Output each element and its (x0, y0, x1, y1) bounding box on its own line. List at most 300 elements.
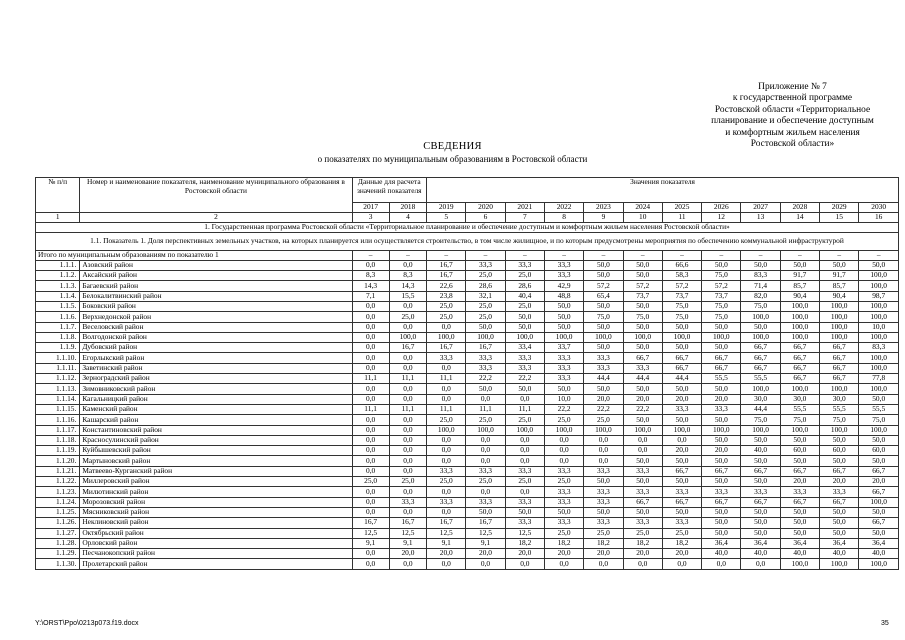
value-cell: 25,0 (427, 301, 466, 311)
value-cell: 33,3 (466, 353, 505, 363)
value-cell: 11,1 (466, 404, 505, 414)
value-cell: 50,0 (623, 507, 662, 517)
value-cell: 0,0 (427, 507, 466, 517)
value-cell: 16,7 (466, 518, 505, 528)
year-cell: 2026 (702, 203, 741, 213)
value-cell: 73,7 (662, 291, 701, 301)
value-cell: 50,0 (662, 507, 701, 517)
value-cell: 22,2 (466, 374, 505, 384)
row-number: 1.1.13. (36, 384, 80, 394)
value-cell: 50,0 (741, 322, 780, 332)
table-row (36, 343, 899, 353)
value-cell: 50,0 (859, 260, 899, 270)
row-number: 1.1.26. (36, 518, 80, 528)
value-cell: 20,0 (702, 446, 741, 456)
value-cell: 20,0 (544, 549, 583, 559)
row-number: 1.1.19. (36, 446, 80, 456)
value-cell: 100,0 (780, 312, 819, 322)
value-cell: 66,7 (623, 497, 662, 507)
row-district-name: Волгодонской район (80, 332, 352, 342)
column-number-cell: 10 (623, 213, 662, 223)
value-cell: 66,7 (741, 353, 780, 363)
value-cell: 28,6 (505, 281, 544, 291)
value-cell: 50,0 (544, 384, 583, 394)
value-cell: 75,0 (859, 415, 899, 425)
row-district-name: Заветинский район (80, 363, 352, 373)
value-cell: 40,0 (859, 549, 899, 559)
value-cell: 73,7 (623, 291, 662, 301)
value-cell: 30,0 (820, 394, 859, 404)
value-cell: 66,7 (820, 353, 859, 363)
table-row (36, 549, 899, 559)
value-cell: 60,0 (780, 446, 819, 456)
table-row (36, 497, 899, 507)
value-cell: 33,3 (427, 466, 466, 476)
table-row (36, 332, 899, 342)
value-cell: 25,0 (389, 312, 426, 322)
value-cell: 33,3 (505, 363, 544, 373)
value-cell: 98,7 (859, 291, 899, 301)
column-number-cell: 11 (662, 213, 701, 223)
value-cell: 0,0 (352, 322, 389, 332)
row-district-name: Константиновский район (80, 425, 352, 435)
value-cell: 0,0 (389, 446, 426, 456)
value-cell: 0,0 (352, 549, 389, 559)
value-cell: 50,0 (623, 384, 662, 394)
value-cell: 0,0 (389, 559, 426, 569)
value-cell: 40,0 (741, 549, 780, 559)
row-district-name: Белокалитвинский район (80, 291, 352, 301)
value-cell: 77,8 (859, 374, 899, 384)
table-row (36, 312, 899, 322)
value-cell: 25,0 (427, 477, 466, 487)
value-cell: 0,0 (584, 456, 623, 466)
value-cell: 25,0 (584, 415, 623, 425)
value-cell: 0,0 (662, 559, 701, 569)
value-cell: 100,0 (702, 332, 741, 342)
row-number: 1.1.2. (36, 271, 80, 281)
value-cell: 57,2 (662, 281, 701, 291)
value-cell: 100,0 (780, 322, 819, 332)
value-cell: 66,7 (859, 466, 899, 476)
row-number: 1.1.29. (36, 549, 80, 559)
value-cell: 50,0 (780, 528, 819, 538)
column-number-cell: 2 (80, 213, 352, 223)
value-cell: 33,3 (702, 487, 741, 497)
column-number-cell: 15 (820, 213, 859, 223)
value-cell: 33,3 (505, 353, 544, 363)
value-cell: 33,3 (427, 497, 466, 507)
value-cell: 10,0 (544, 394, 583, 404)
value-cell: 11,1 (427, 374, 466, 384)
value-cell: 100,0 (741, 332, 780, 342)
total-value-cell: – (623, 251, 662, 261)
value-cell: 25,0 (466, 415, 505, 425)
value-cell: 50,0 (544, 322, 583, 332)
value-cell: 75,0 (702, 301, 741, 311)
row-number: 1.1.9. (36, 343, 80, 353)
value-cell: 33,3 (820, 487, 859, 497)
value-cell: 50,0 (741, 435, 780, 445)
value-cell: 50,0 (584, 322, 623, 332)
value-cell: 50,0 (741, 260, 780, 270)
value-cell: 100,0 (820, 332, 859, 342)
value-cell: 0,0 (352, 415, 389, 425)
value-cell: 33,3 (623, 518, 662, 528)
year-cell: 2022 (544, 203, 583, 213)
value-cell: 66,7 (741, 466, 780, 476)
value-cell: 18,2 (544, 538, 583, 548)
row-number: 1.1.1. (36, 260, 80, 270)
value-cell: 50,0 (780, 507, 819, 517)
value-cell: 0,0 (389, 301, 426, 311)
indicators-table (35, 177, 899, 570)
value-cell: 12,5 (466, 528, 505, 538)
value-cell: 0,0 (389, 363, 426, 373)
value-cell: 20,0 (780, 477, 819, 487)
value-cell: 100,0 (780, 559, 819, 569)
value-cell: 0,0 (427, 559, 466, 569)
value-cell: 0,0 (352, 312, 389, 322)
value-cell: 15,5 (389, 291, 426, 301)
value-cell: 100,0 (741, 425, 780, 435)
value-cell: 9,1 (427, 538, 466, 548)
value-cell: 0,0 (389, 487, 426, 497)
value-cell: 33,3 (427, 353, 466, 363)
table-row (36, 404, 899, 414)
total-label: Итого по муниципальным образованиям по показателю 1 (36, 251, 353, 261)
row-district-name: Морозовский район (80, 497, 352, 507)
value-cell: 0,0 (389, 435, 426, 445)
row-number: 1.1.5. (36, 301, 80, 311)
value-cell: 50,0 (623, 343, 662, 353)
value-cell: 75,0 (780, 415, 819, 425)
value-cell: 33,3 (662, 487, 701, 497)
value-cell: 50,0 (466, 322, 505, 332)
value-cell: 66,7 (820, 466, 859, 476)
value-cell: 0,0 (389, 384, 426, 394)
row-district-name: Орловский район (80, 538, 352, 548)
value-cell: 50,0 (859, 394, 899, 404)
row-number: 1.1.3. (36, 281, 80, 291)
row-number: 1.1.11. (36, 363, 80, 373)
row-number: 1.1.20. (36, 456, 80, 466)
value-cell: 66,7 (662, 497, 701, 507)
appendix-line: Приложение № 7 (758, 82, 827, 92)
year-cell: 2027 (741, 203, 780, 213)
year-cell: 2023 (584, 203, 623, 213)
column-number-cell: 5 (427, 213, 466, 223)
value-cell: 66,7 (662, 363, 701, 373)
table-row (36, 394, 899, 404)
row-number: 1.1.18. (36, 435, 80, 445)
value-cell: 36,4 (741, 538, 780, 548)
value-cell: 25,0 (466, 477, 505, 487)
table-row (36, 466, 899, 476)
value-cell: 100,0 (662, 425, 701, 435)
value-cell: 33,3 (623, 487, 662, 497)
value-cell: 8,3 (352, 271, 389, 281)
value-cell: 48,8 (544, 291, 583, 301)
value-cell: 0,0 (427, 456, 466, 466)
value-cell: 0,0 (505, 456, 544, 466)
value-cell: 100,0 (859, 301, 899, 311)
value-cell: 50,0 (702, 415, 741, 425)
value-cell: 20,0 (859, 477, 899, 487)
value-cell: 0,0 (544, 456, 583, 466)
value-cell: 66,7 (780, 466, 819, 476)
value-cell: 66,7 (702, 363, 741, 373)
value-cell: 42,9 (544, 281, 583, 291)
value-cell: 82,0 (741, 291, 780, 301)
total-value-cell: – (780, 251, 819, 261)
value-cell: 25,0 (466, 271, 505, 281)
value-cell: 16,7 (466, 343, 505, 353)
value-cell: 100,0 (820, 322, 859, 332)
column-number-cell: 6 (466, 213, 505, 223)
total-value-cell: – (466, 251, 505, 261)
page-number: 35 (881, 620, 889, 627)
value-cell: 20,0 (584, 394, 623, 404)
table-row (36, 435, 899, 445)
value-cell: 50,0 (505, 312, 544, 322)
value-cell: 50,0 (702, 477, 741, 487)
value-cell: 66,7 (780, 363, 819, 373)
value-cell: 66,7 (820, 343, 859, 353)
value-cell: 11,1 (352, 404, 389, 414)
value-cell: 0,0 (427, 384, 466, 394)
value-cell: 16,7 (352, 518, 389, 528)
value-cell: 50,0 (702, 518, 741, 528)
document-subtitle: о показателях по муниципальным образованиям в Ростовской области (317, 154, 588, 164)
value-cell: 36,4 (820, 538, 859, 548)
value-cell: 20,0 (623, 394, 662, 404)
value-cell: 33,3 (623, 363, 662, 373)
value-cell: 100,0 (859, 559, 899, 569)
row-district-name: Куйбышевский район (80, 446, 352, 456)
value-cell: 50,0 (820, 507, 859, 517)
value-cell: 9,1 (466, 538, 505, 548)
value-cell: 18,2 (584, 538, 623, 548)
value-cell: 100,0 (741, 312, 780, 322)
value-cell: 50,0 (662, 343, 701, 353)
value-cell: 100,0 (859, 312, 899, 322)
value-cell: 50,0 (741, 518, 780, 528)
value-cell: 36,4 (859, 538, 899, 548)
row-number: 1.1.16. (36, 415, 80, 425)
total-value-cell: – (352, 251, 389, 261)
value-cell: 0,0 (427, 322, 466, 332)
file-path: Y:\ORST\Ppo\0213p073.f19.docx (35, 620, 139, 627)
value-cell: 75,0 (662, 301, 701, 311)
value-cell: 20,0 (662, 549, 701, 559)
value-cell: 50,0 (820, 518, 859, 528)
appendix-line: и комфортным жильем населения (725, 127, 860, 138)
value-cell: 33,3 (662, 404, 701, 414)
value-cell: 100,0 (427, 425, 466, 435)
value-cell: 0,0 (623, 435, 662, 445)
value-cell: 33,3 (544, 497, 583, 507)
value-cell: 20,0 (584, 549, 623, 559)
value-cell: 40,0 (741, 446, 780, 456)
value-cell: 50,0 (544, 507, 583, 517)
value-cell: 12,5 (352, 528, 389, 538)
value-cell: 0,0 (505, 487, 544, 497)
row-number: 1.1.14. (36, 394, 80, 404)
value-cell: 33,3 (466, 466, 505, 476)
row-number: 1.1.12. (36, 374, 80, 384)
value-cell: 50,0 (662, 456, 701, 466)
value-cell: 25,0 (466, 301, 505, 311)
value-cell: 33,3 (702, 404, 741, 414)
value-cell: 100,0 (820, 425, 859, 435)
value-cell: 50,0 (780, 260, 819, 270)
value-cell: 50,0 (859, 456, 899, 466)
value-cell: 33,3 (623, 466, 662, 476)
value-cell: 100,0 (820, 559, 859, 569)
value-cell: 28,6 (466, 281, 505, 291)
appendix-line: к государственной программе (732, 93, 853, 104)
value-cell: 0,0 (466, 456, 505, 466)
value-cell: 0,0 (352, 301, 389, 311)
value-cell: 33,3 (544, 374, 583, 384)
value-cell: 50,0 (820, 435, 859, 445)
value-cell: 50,0 (820, 260, 859, 270)
value-cell: 50,0 (544, 301, 583, 311)
value-cell: 0,0 (544, 559, 583, 569)
header-base: Данные для расчета значений показателя (352, 178, 427, 203)
value-cell: 0,0 (466, 394, 505, 404)
value-cell: 0,0 (584, 559, 623, 569)
value-cell: 25,0 (352, 477, 389, 487)
value-cell: 25,0 (427, 312, 466, 322)
value-cell: 16,7 (427, 271, 466, 281)
value-cell: 0,0 (352, 343, 389, 353)
value-cell: 33,3 (584, 466, 623, 476)
value-cell: 0,0 (352, 497, 389, 507)
value-cell: 33,3 (505, 497, 544, 507)
table-row (36, 374, 899, 384)
value-cell: 91,7 (780, 271, 819, 281)
table-row (36, 456, 899, 466)
value-cell: 0,0 (505, 559, 544, 569)
year-cell: 2030 (859, 203, 899, 213)
value-cell: 75,0 (820, 415, 859, 425)
value-cell: 0,0 (352, 466, 389, 476)
value-cell: 0,0 (702, 559, 741, 569)
total-value-cell: – (389, 251, 426, 261)
value-cell: 33,3 (584, 518, 623, 528)
value-cell: 33,3 (584, 497, 623, 507)
value-cell: 0,0 (352, 507, 389, 517)
program-row (36, 223, 899, 233)
value-cell: 50,0 (544, 312, 583, 322)
value-cell: 50,0 (662, 477, 701, 487)
value-cell: 20,0 (702, 394, 741, 404)
row-number: 1.1.27. (36, 528, 80, 538)
value-cell: 33,3 (584, 487, 623, 497)
row-district-name: Красносулинский район (80, 435, 352, 445)
value-cell: 25,0 (505, 271, 544, 281)
value-cell: 7,1 (352, 291, 389, 301)
total-value-cell: – (859, 251, 899, 261)
value-cell: 20,0 (820, 477, 859, 487)
value-cell: 83,3 (741, 271, 780, 281)
row-district-name: Неклиновский район (80, 518, 352, 528)
value-cell: 44,4 (623, 374, 662, 384)
value-cell: 33,3 (544, 271, 583, 281)
row-district-name: Багаевский район (80, 281, 352, 291)
value-cell: 0,0 (544, 446, 583, 456)
value-cell: 0,0 (505, 394, 544, 404)
value-cell: 50,0 (623, 477, 662, 487)
row-district-name: Миллеровский район (80, 477, 352, 487)
value-cell: 100,0 (859, 363, 899, 373)
value-cell: 50,0 (702, 435, 741, 445)
value-cell: 12,5 (505, 528, 544, 538)
value-cell: 22,2 (544, 404, 583, 414)
value-cell: 33,3 (466, 497, 505, 507)
header-num: № п/п (36, 178, 80, 213)
row-number: 1.1.8. (36, 332, 80, 342)
value-cell: 75,0 (584, 312, 623, 322)
value-cell: 16,7 (389, 518, 426, 528)
table-row (36, 291, 899, 301)
value-cell: 44,4 (584, 374, 623, 384)
row-district-name: Матвеево-Курганский район (80, 466, 352, 476)
value-cell: 0,0 (623, 559, 662, 569)
value-cell: 12,5 (427, 528, 466, 538)
value-cell: 50,0 (780, 435, 819, 445)
value-cell: 30,0 (780, 394, 819, 404)
value-cell: 0,0 (389, 507, 426, 517)
value-cell: 0,0 (352, 384, 389, 394)
value-cell: 66,7 (623, 353, 662, 363)
value-cell: 50,0 (584, 271, 623, 281)
value-cell: 0,0 (352, 487, 389, 497)
value-cell: 50,0 (702, 343, 741, 353)
value-cell: 0,0 (584, 435, 623, 445)
row-district-name: Кагальницкий район (80, 394, 352, 404)
value-cell: 66,7 (780, 353, 819, 363)
value-cell: 0,0 (427, 487, 466, 497)
value-cell: 50,0 (505, 384, 544, 394)
value-cell: 100,0 (544, 425, 583, 435)
value-cell: 11,1 (389, 404, 426, 414)
value-cell: 0,0 (466, 559, 505, 569)
value-cell: 50,0 (741, 528, 780, 538)
value-cell: 100,0 (466, 332, 505, 342)
value-cell: 33,3 (505, 466, 544, 476)
value-cell: 8,3 (389, 271, 426, 281)
value-cell: 100,0 (859, 353, 899, 363)
table-row (36, 363, 899, 373)
table-row (36, 271, 899, 281)
value-cell: 20,0 (427, 549, 466, 559)
total-value-cell: – (741, 251, 780, 261)
value-cell: 20,0 (466, 549, 505, 559)
value-cell: 55,5 (859, 404, 899, 414)
value-cell: 25,0 (466, 312, 505, 322)
value-cell: 100,0 (389, 332, 426, 342)
value-cell: 50,0 (702, 528, 741, 538)
column-number-cell: 8 (544, 213, 583, 223)
value-cell: 33,3 (505, 260, 544, 270)
row-number: 1.1.17. (36, 425, 80, 435)
value-cell: 50,0 (702, 384, 741, 394)
value-cell: 25,0 (544, 415, 583, 425)
value-cell: 25,0 (544, 528, 583, 538)
